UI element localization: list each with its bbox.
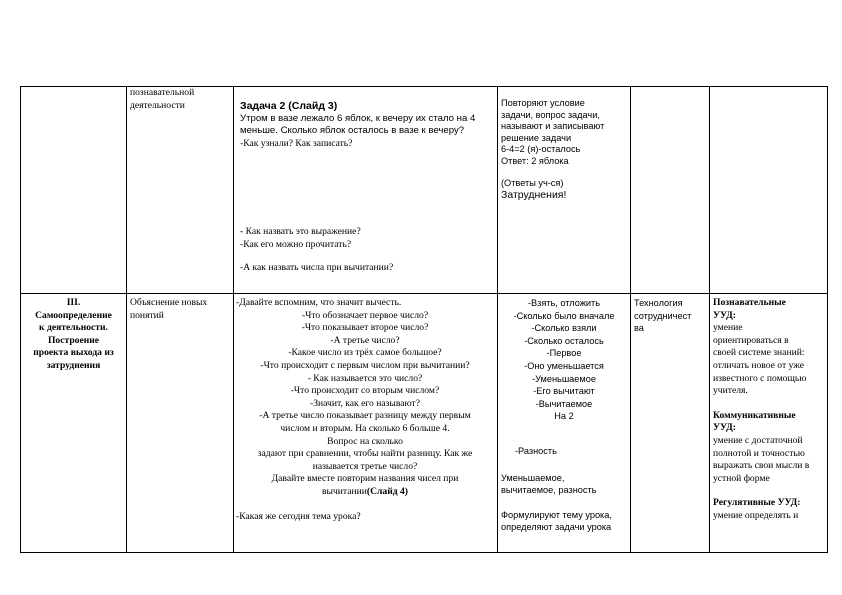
table-row-2 (21, 294, 828, 553)
students-difference: -Разность (515, 445, 557, 456)
teacher-question: -Как его можно прочитать? (240, 238, 352, 250)
communicative-uud-line: выражать свои мысли в (713, 460, 810, 472)
technology-line: Технология (634, 298, 683, 308)
row1-teacher-cell (234, 87, 498, 294)
topic-question: -Какая же сегодня тема урока? (236, 510, 361, 522)
teacher-question: -Как узнали? Как записать? (240, 137, 353, 149)
teacher-line-slide (236, 486, 494, 499)
students-line: -Первое (546, 348, 582, 359)
row2-technology-cell (631, 294, 710, 553)
students-line: 6-4=2 (я)-осталось (501, 144, 581, 155)
teacher-line: числом и вторым. На сколько 6 больше 4. (280, 422, 450, 434)
teacher-line: -Что обозначает первое число? (301, 309, 429, 321)
technology-line: сотрудничест (634, 310, 692, 321)
teacher-line: Давайте вместе повторим названия чисел при (271, 473, 459, 485)
teacher-line: -Что показывает второе число? (301, 322, 429, 334)
row2-uud-cell (710, 294, 828, 553)
teacher-line: -А третье число? (330, 334, 400, 346)
students-line: задачи, вопрос задачи, (501, 109, 600, 120)
teacher-line: -Что происходит со вторым числом? (290, 385, 440, 397)
students-topic-line: Формулируют тему урока, (501, 509, 612, 520)
table-row-1 (21, 87, 828, 294)
students-line: На 2 (554, 411, 574, 422)
slide-4-reference: (Слайд 4) (366, 485, 408, 497)
teacher-line: -Что происходит с первым числом при вычитании? (260, 359, 470, 371)
cognitive-uud-line: своей системе знаний: (713, 347, 805, 359)
teacher-line: - Как называется это число? (307, 372, 423, 384)
difficulty-note: Затруднения! (501, 189, 567, 202)
teacher-question: -А как назвать числа при вычитании? (240, 261, 394, 273)
teacher-line: называется третье число? (312, 460, 418, 472)
students-line: называют и записывают (501, 121, 605, 132)
students-line: решение задачи (501, 132, 572, 143)
row1-task-type-cell (127, 87, 234, 294)
regulatory-uud-line: умение определять и (713, 509, 799, 521)
stage-line: к деятельности. (39, 322, 108, 334)
regulatory-uud-title: Регулятивные УУД: (713, 497, 801, 509)
row1-students-cell (498, 87, 631, 294)
students-line: -Взять, отложить (527, 298, 601, 308)
communicative-uud-line: умение с достаточной (713, 434, 803, 446)
communicative-uud-line: устной форме (713, 472, 770, 484)
stage-line: проекта выхода из (33, 347, 114, 359)
stage-line: III. (66, 297, 81, 308)
row1-uud-cell (710, 87, 828, 294)
teacher-line: -Давайте вспомним, что значит вычесть. (236, 297, 402, 308)
communicative-uud-title: УУД: (713, 422, 736, 434)
task-2-text-line: меньше. Сколько яблок осталось в вазе к вечеру? (240, 125, 465, 137)
task-2-title: Задача 2 (Слайд 3) (240, 100, 338, 112)
students-line: -Уменьшаемое (532, 373, 596, 384)
technology-line: ва (634, 323, 644, 334)
row2-students-cell (498, 294, 631, 553)
students-line: -Сколько было вначале (513, 310, 615, 321)
stage-line: затруднения (46, 359, 101, 371)
teacher-question: - Как назвать это выражение? (240, 226, 361, 238)
students-names-line: вычитаемое, разность (501, 485, 597, 496)
lesson-plan-table (20, 86, 828, 553)
row2-teacher-cell (234, 294, 498, 553)
stage-line: Построение (47, 334, 100, 346)
students-line: -Сколько осталось (524, 335, 604, 346)
students-answers: (Ответы уч-ся) (501, 177, 564, 188)
cognitive-uud-line: ориентироваться в (713, 334, 789, 346)
students-line: -Оно уменьшается (524, 360, 604, 371)
task-type-line: Объяснение новых (130, 297, 208, 308)
students-line: -Сколько взяли (531, 323, 597, 334)
row2-task-type-cell (127, 294, 234, 553)
students-line: -Его вычитают (533, 386, 595, 397)
teacher-line: Вопрос на сколько (327, 435, 403, 447)
students-names-line: Уменьшаемое, (501, 472, 565, 483)
students-line: -Вычитаемое (535, 398, 593, 409)
row1-task-type-line: познавательной (130, 87, 195, 98)
cognitive-uud-title: УУД: (713, 309, 736, 321)
students-line: Повторяют условие (501, 98, 585, 108)
teacher-line-prefix: вычитании (322, 485, 367, 497)
communicative-uud-title: Коммуникативные (713, 409, 796, 421)
task-type-line: понятий (130, 309, 164, 321)
cognitive-uud-line: учителя. (713, 385, 748, 397)
task-2-text-line: Утром в вазе лежало 6 яблок, к вечеру их стало на 4 (240, 112, 476, 124)
cognitive-uud-line: известного с помощью (713, 372, 807, 384)
row1-stage-cell (21, 87, 127, 294)
teacher-line: задают при сравнении, чтобы найти разницу. Как же (257, 448, 473, 460)
stage-line: Самоопределение (35, 309, 112, 321)
row1-task-type-line: деятельности (130, 99, 185, 111)
cognitive-uud-title: Познавательные (713, 297, 786, 308)
row2-stage-cell (21, 294, 127, 553)
students-line: Ответ: 2 яблока (501, 155, 569, 166)
teacher-line: -А третье число показывает разницу между первым (259, 410, 471, 422)
cognitive-uud-line: отличать новое от уже (713, 359, 805, 371)
teacher-line: -Значит, как его называют? (310, 397, 420, 409)
students-topic-line: определяют задачи урока (501, 522, 612, 533)
communicative-uud-line: полнотой и точностью (713, 447, 805, 459)
teacher-line: -Какое число из трёх самое большое? (288, 347, 442, 359)
row1-technology-cell (631, 87, 710, 294)
cognitive-uud-line: умение (713, 322, 743, 334)
